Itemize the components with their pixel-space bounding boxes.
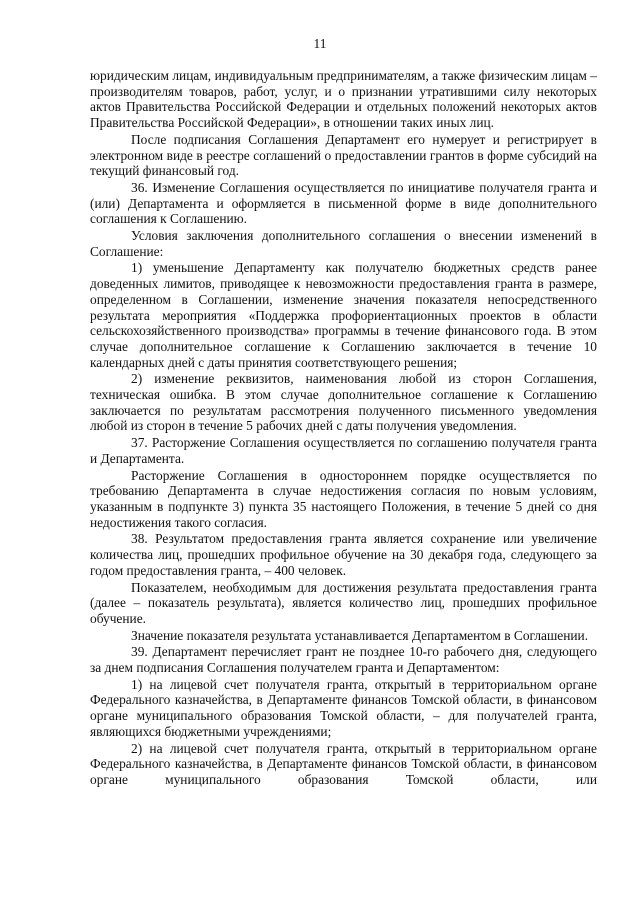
paragraph: Расторжение Соглашения в одностороннем порядке осуществляется по требованию Департамента в случае недостижения согласия по новым условиям, указанным в подпункте 3) пункта 35 настоящего Положения, в течение 5 дней со дня недостижения такого согласия. — [90, 467, 597, 530]
paragraph: Показателем, необходимым для достижения результата предоставления гранта (далее – показатель результата), является количество лиц, прошедших профильное обучение. — [90, 579, 597, 626]
paragraph: 1) уменьшение Департаменту как получателю бюджетных средств ранее доведенных лимитов, приводящее к невозможности предоставления гранта в размере, определенном в Соглашении, изменение значения показателя непосредственного результата мероприятия «Поддержка профориентационных проектов в области сельскохозяйственного производства» программы в течение финансового года. В этом случае дополнительное соглашение к Соглашению заключается в течение 10 календарных дней с даты принятия соответствующего решения; — [90, 260, 597, 370]
paragraph: 2) изменение реквизитов, наименования любой из сторон Соглашения, техническая ошибка. В этом случае дополнительное соглашение к Соглашению заключается по результатам рассмотрения полученного письменного уведомления любой из сторон в течение 5 рабочих дней с даты получения уведомления. — [90, 371, 597, 434]
page-number: 11 — [313, 36, 327, 51]
paragraph: 1) на лицевой счет получателя гранта, открытый в территориальном органе Федерального казначейства, в Департаменте финансов Томской области, в финансовом органе муниципального образования Томской области, – для получателей гранта, являющихся бюджетными учреждениями; — [90, 676, 597, 739]
paragraph: юридическим лицам, индивидуальным предпринимателям, а также физическим лицам – производителям товаров, работ, услуг, и о признании утратившими силу некоторых актов Правительства Российской Федерации и отдельных положений некоторых актов Правительства Российской Федерации», в отношении таких иных лиц. — [90, 68, 597, 131]
paragraph: 37. Расторжение Соглашения осуществляется по соглашению получателя гранта и Департамента. — [90, 435, 597, 466]
paragraph: После подписания Соглашения Департамент его нумерует и регистрирует в электронном виде в реестре соглашений о предоставлении грантов в форме субсидий на текущий финансовый год. — [90, 131, 597, 179]
document-body — [90, 68, 597, 788]
paragraph: Значение показателя результата устанавливается Департаментом в Соглашении. — [131, 627, 589, 643]
paragraph: 2) на лицевой счет получателя гранта, открытый в территориальном органе Федерального казначейства, в Департаменте финансов Томской области, в финансовом органе муниципального образования Томской области, или — [90, 740, 597, 787]
paragraph: Условия заключения дополнительного соглашения о внесении изменений в Соглашение: — [90, 228, 597, 259]
paragraph: 38. Результатом предоставления гранта является сохранение или увеличение количества лиц, прошедших профильное обучение на 30 декабря года, следующего за годом предоставления гранта, – 400 человек. — [90, 531, 597, 578]
paragraph: 36. Изменение Соглашения осуществляется по инициативе получателя гранта и (или) Департамента и оформляется в письменной форме в виде дополнительного соглашения к Соглашению. — [90, 179, 597, 227]
paragraph: 39. Департамент перечисляет грант не позднее 10-го рабочего дня, следующего за днем подписания Соглашения получателем гранта и Департаментом: — [90, 644, 597, 676]
